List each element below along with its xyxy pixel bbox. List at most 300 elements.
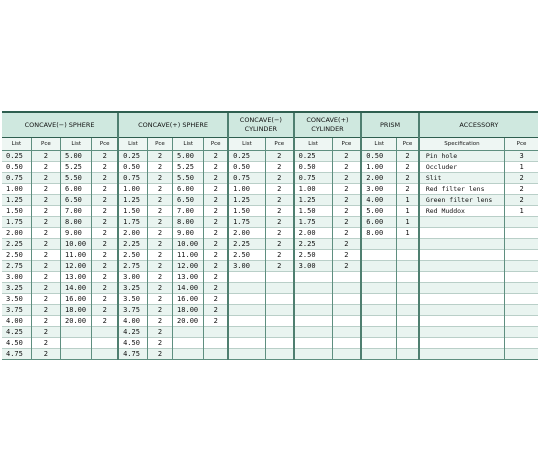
cell-pce: 2 bbox=[265, 151, 293, 162]
cell-pce: 2 bbox=[204, 217, 228, 228]
cell-pce: 2 bbox=[147, 228, 172, 239]
cell-list bbox=[294, 338, 332, 349]
cell-spec bbox=[419, 272, 505, 283]
cell-pce bbox=[397, 305, 419, 316]
cell-list: 3.25 bbox=[2, 283, 31, 294]
group-header-concave-minus-sphere: CONCAVE(−) SPHERE bbox=[2, 112, 118, 138]
cell-pce bbox=[505, 217, 538, 228]
cell-pce bbox=[332, 272, 361, 283]
cell-pce bbox=[332, 349, 361, 360]
cell-list: 4.75 bbox=[2, 349, 31, 360]
cell-spec bbox=[419, 217, 505, 228]
cell-pce bbox=[397, 283, 419, 294]
cell-list: 2.50 bbox=[228, 250, 265, 261]
cell-list: 4.50 bbox=[2, 338, 31, 349]
cell-list: 0.25 bbox=[228, 151, 265, 162]
cell-pce: 2 bbox=[147, 261, 172, 272]
cell-pce: 2 bbox=[31, 228, 60, 239]
cell-list: 18.00 bbox=[173, 305, 204, 316]
cell-list: 1.00 bbox=[2, 184, 31, 195]
cell-pce: 2 bbox=[265, 239, 293, 250]
cell-pce bbox=[265, 283, 293, 294]
cell-list bbox=[228, 338, 265, 349]
cell-pce: 2 bbox=[332, 206, 361, 217]
cell-pce: 2 bbox=[31, 184, 60, 195]
cell-list: 1.75 bbox=[2, 217, 31, 228]
cell-pce: 2 bbox=[147, 250, 172, 261]
cell-list bbox=[228, 316, 265, 327]
cell-pce: 2 bbox=[92, 316, 118, 327]
cell-pce: 1 bbox=[397, 206, 419, 217]
cell-pce: 2 bbox=[265, 184, 293, 195]
cell-spec bbox=[419, 349, 505, 360]
cell-spec: Green filter lens bbox=[419, 195, 505, 206]
cell-pce: 2 bbox=[204, 195, 228, 206]
cell-list: 5.25 bbox=[61, 162, 92, 173]
cell-pce bbox=[505, 305, 538, 316]
cell-list: 2.00 bbox=[2, 228, 31, 239]
cell-list: 1.25 bbox=[2, 195, 31, 206]
cell-pce: 2 bbox=[147, 184, 172, 195]
table-row bbox=[2, 327, 538, 338]
cell-list bbox=[228, 283, 265, 294]
cell-list: 3.00 bbox=[118, 272, 147, 283]
cell-list: 3.75 bbox=[2, 305, 31, 316]
cell-list: 2.00 bbox=[294, 228, 332, 239]
cell-pce: 2 bbox=[204, 250, 228, 261]
cell-pce: 2 bbox=[147, 272, 172, 283]
cell-list: 2.75 bbox=[118, 261, 147, 272]
group-header-accessory: ACCESSORY bbox=[419, 112, 538, 138]
cell-pce: 2 bbox=[204, 294, 228, 305]
cell-list: 20.00 bbox=[173, 316, 204, 327]
column-header-pce: Pce bbox=[505, 138, 538, 151]
cell-list: 7.00 bbox=[61, 206, 92, 217]
cell-pce bbox=[92, 327, 118, 338]
cell-list bbox=[228, 327, 265, 338]
cell-list bbox=[361, 283, 396, 294]
cell-list: 0.50 bbox=[228, 162, 265, 173]
cell-list: 16.00 bbox=[61, 294, 92, 305]
cell-pce: 2 bbox=[92, 184, 118, 195]
cell-list bbox=[294, 316, 332, 327]
cell-pce: 2 bbox=[147, 195, 172, 206]
cell-pce bbox=[505, 294, 538, 305]
table-row bbox=[2, 217, 538, 228]
table-row bbox=[2, 294, 538, 305]
cell-pce: 2 bbox=[265, 250, 293, 261]
cell-pce: 2 bbox=[92, 250, 118, 261]
cell-spec bbox=[419, 261, 505, 272]
cell-pce: 2 bbox=[31, 283, 60, 294]
cell-pce: 2 bbox=[204, 305, 228, 316]
cell-pce bbox=[505, 228, 538, 239]
cell-pce: 2 bbox=[31, 250, 60, 261]
cell-pce bbox=[505, 349, 538, 360]
cell-list: 1.25 bbox=[294, 195, 332, 206]
table-row bbox=[2, 272, 538, 283]
cell-list: 1.50 bbox=[294, 206, 332, 217]
cell-pce: 2 bbox=[31, 272, 60, 283]
cell-pce: 2 bbox=[332, 217, 361, 228]
cell-list: 6.00 bbox=[61, 184, 92, 195]
cell-pce: 2 bbox=[332, 250, 361, 261]
cell-pce: 2 bbox=[265, 217, 293, 228]
cell-pce bbox=[505, 283, 538, 294]
cell-list: 10.00 bbox=[173, 239, 204, 250]
cell-pce: 2 bbox=[92, 206, 118, 217]
cell-pce: 1 bbox=[397, 195, 419, 206]
cell-list: 3.00 bbox=[2, 272, 31, 283]
cell-pce bbox=[265, 294, 293, 305]
cell-pce: 3 bbox=[505, 151, 538, 162]
cell-spec bbox=[419, 338, 505, 349]
cell-list: 5.50 bbox=[173, 173, 204, 184]
cell-list bbox=[361, 327, 396, 338]
cell-pce: 2 bbox=[332, 162, 361, 173]
table-row bbox=[2, 316, 538, 327]
cell-spec bbox=[419, 316, 505, 327]
cell-list bbox=[361, 349, 396, 360]
cell-pce bbox=[397, 327, 419, 338]
cell-list: 0.50 bbox=[2, 162, 31, 173]
cell-pce: 2 bbox=[505, 195, 538, 206]
cell-list: 2.75 bbox=[2, 261, 31, 272]
lens-set-spec-table bbox=[2, 111, 538, 360]
cell-list bbox=[361, 338, 396, 349]
table-row bbox=[2, 184, 538, 195]
table-header bbox=[2, 112, 538, 151]
column-header-pce: Pce bbox=[265, 138, 293, 151]
cell-spec bbox=[419, 327, 505, 338]
cell-pce: 2 bbox=[265, 206, 293, 217]
cell-pce: 2 bbox=[147, 283, 172, 294]
group-header-concave-plus-sphere: CONCAVE(+) SPHERE bbox=[118, 112, 228, 138]
cell-list: 2.00 bbox=[118, 228, 147, 239]
cell-list: 1.00 bbox=[118, 184, 147, 195]
cell-pce bbox=[332, 294, 361, 305]
column-header-pce: Pce bbox=[204, 138, 228, 151]
column-header-list: List bbox=[294, 138, 332, 151]
cell-list bbox=[61, 327, 92, 338]
cell-list bbox=[361, 305, 396, 316]
column-header-pce: Pce bbox=[147, 138, 172, 151]
cell-list: 12.00 bbox=[173, 261, 204, 272]
cell-list: 12.00 bbox=[61, 261, 92, 272]
cell-list: 1.00 bbox=[361, 162, 396, 173]
cell-pce: 2 bbox=[31, 151, 60, 162]
cell-pce: 2 bbox=[332, 173, 361, 184]
cell-pce bbox=[505, 338, 538, 349]
cell-pce bbox=[397, 261, 419, 272]
cell-spec bbox=[419, 283, 505, 294]
cell-pce bbox=[204, 349, 228, 360]
table-row bbox=[2, 228, 538, 239]
group-header-concave-minus-cylinder: CONCAVE(−) CYLINDER bbox=[228, 112, 294, 138]
cell-list bbox=[61, 349, 92, 360]
table-row bbox=[2, 250, 538, 261]
cell-pce: 2 bbox=[92, 239, 118, 250]
cell-pce: 2 bbox=[332, 239, 361, 250]
cell-list bbox=[294, 283, 332, 294]
cell-spec bbox=[419, 305, 505, 316]
cell-pce bbox=[505, 327, 538, 338]
cell-list: 4.75 bbox=[118, 349, 147, 360]
cell-pce: 2 bbox=[31, 338, 60, 349]
cell-list: 2.25 bbox=[228, 239, 265, 250]
cell-pce: 2 bbox=[92, 217, 118, 228]
cell-pce bbox=[332, 338, 361, 349]
cell-list: 1.75 bbox=[294, 217, 332, 228]
cell-pce bbox=[204, 338, 228, 349]
cell-pce: 2 bbox=[332, 151, 361, 162]
cell-pce: 2 bbox=[505, 184, 538, 195]
cell-spec: Occluder bbox=[419, 162, 505, 173]
cell-list bbox=[294, 349, 332, 360]
cell-list: 0.75 bbox=[2, 173, 31, 184]
cell-pce: 2 bbox=[92, 162, 118, 173]
column-header-list: List bbox=[173, 138, 204, 151]
cell-list bbox=[173, 349, 204, 360]
cell-list: 5.00 bbox=[361, 206, 396, 217]
cell-pce: 2 bbox=[92, 173, 118, 184]
cell-pce bbox=[505, 239, 538, 250]
table-row bbox=[2, 195, 538, 206]
cell-list: 8.00 bbox=[61, 217, 92, 228]
cell-pce bbox=[397, 272, 419, 283]
column-header-pce: Pce bbox=[92, 138, 118, 151]
cell-spec bbox=[419, 239, 505, 250]
cell-list: 9.00 bbox=[61, 228, 92, 239]
cell-list: 10.00 bbox=[61, 239, 92, 250]
cell-pce: 2 bbox=[147, 151, 172, 162]
cell-pce: 1 bbox=[505, 162, 538, 173]
cell-pce: 2 bbox=[31, 261, 60, 272]
cell-pce bbox=[397, 338, 419, 349]
cell-pce: 2 bbox=[31, 206, 60, 217]
cell-list: 6.50 bbox=[61, 195, 92, 206]
cell-pce: 2 bbox=[147, 327, 172, 338]
cell-list: 5.00 bbox=[61, 151, 92, 162]
column-header-list: List bbox=[361, 138, 396, 151]
cell-list: 2.00 bbox=[361, 173, 396, 184]
cell-pce bbox=[92, 349, 118, 360]
cell-pce: 2 bbox=[147, 349, 172, 360]
cell-list bbox=[361, 294, 396, 305]
cell-pce: 2 bbox=[332, 184, 361, 195]
cell-pce bbox=[397, 316, 419, 327]
cell-pce: 2 bbox=[397, 162, 419, 173]
cell-pce: 1 bbox=[505, 206, 538, 217]
table-row bbox=[2, 305, 538, 316]
cell-pce: 2 bbox=[265, 162, 293, 173]
cell-pce: 2 bbox=[147, 173, 172, 184]
cell-list bbox=[294, 327, 332, 338]
cell-pce: 2 bbox=[92, 283, 118, 294]
cell-list: 0.25 bbox=[2, 151, 31, 162]
cell-pce bbox=[265, 305, 293, 316]
cell-spec bbox=[419, 250, 505, 261]
cell-list: 4.00 bbox=[118, 316, 147, 327]
cell-list: 4.25 bbox=[2, 327, 31, 338]
cell-list: 14.00 bbox=[61, 283, 92, 294]
cell-pce: 2 bbox=[204, 239, 228, 250]
cell-pce: 2 bbox=[147, 217, 172, 228]
table-body bbox=[2, 151, 538, 360]
cell-pce bbox=[397, 349, 419, 360]
table-row bbox=[2, 162, 538, 173]
cell-pce bbox=[265, 349, 293, 360]
cell-list: 0.50 bbox=[361, 151, 396, 162]
cell-pce: 2 bbox=[204, 316, 228, 327]
cell-pce: 2 bbox=[265, 261, 293, 272]
cell-pce: 2 bbox=[31, 195, 60, 206]
cell-list: 13.00 bbox=[173, 272, 204, 283]
cell-list: 8.00 bbox=[361, 228, 396, 239]
cell-pce: 2 bbox=[147, 162, 172, 173]
cell-spec bbox=[419, 228, 505, 239]
cell-pce bbox=[397, 250, 419, 261]
table-row bbox=[2, 173, 538, 184]
cell-pce: 2 bbox=[505, 173, 538, 184]
cell-pce: 2 bbox=[92, 151, 118, 162]
cell-pce: 2 bbox=[265, 195, 293, 206]
cell-pce: 2 bbox=[397, 151, 419, 162]
cell-list bbox=[228, 294, 265, 305]
cell-pce: 2 bbox=[31, 239, 60, 250]
cell-list: 2.50 bbox=[2, 250, 31, 261]
cell-list bbox=[228, 272, 265, 283]
cell-list: 7.00 bbox=[173, 206, 204, 217]
cell-spec: Slit bbox=[419, 173, 505, 184]
cell-pce: 2 bbox=[31, 173, 60, 184]
cell-list: 0.75 bbox=[294, 173, 332, 184]
cell-list: 6.50 bbox=[173, 195, 204, 206]
cell-pce: 2 bbox=[147, 239, 172, 250]
cell-list: 1.75 bbox=[228, 217, 265, 228]
cell-list: 1.25 bbox=[118, 195, 147, 206]
cell-list: 3.75 bbox=[118, 305, 147, 316]
cell-spec: Red filter lens bbox=[419, 184, 505, 195]
cell-list: 1.25 bbox=[228, 195, 265, 206]
cell-list: 16.00 bbox=[173, 294, 204, 305]
cell-list: 8.00 bbox=[173, 217, 204, 228]
cell-list: 6.00 bbox=[361, 217, 396, 228]
cell-list bbox=[173, 338, 204, 349]
cell-pce bbox=[505, 261, 538, 272]
cell-list: 5.00 bbox=[173, 151, 204, 162]
cell-pce bbox=[265, 327, 293, 338]
cell-pce: 2 bbox=[31, 305, 60, 316]
cell-pce: 2 bbox=[204, 162, 228, 173]
cell-pce: 2 bbox=[204, 228, 228, 239]
table-row bbox=[2, 151, 538, 162]
table-row bbox=[2, 338, 538, 349]
table-row bbox=[2, 261, 538, 272]
cell-list: 0.50 bbox=[118, 162, 147, 173]
column-header-pce: Pce bbox=[332, 138, 361, 151]
cell-spec: Pin hole bbox=[419, 151, 505, 162]
cell-list bbox=[173, 327, 204, 338]
cell-pce: 2 bbox=[31, 349, 60, 360]
cell-list: 1.75 bbox=[118, 217, 147, 228]
cell-list: 3.00 bbox=[361, 184, 396, 195]
cell-list: 0.25 bbox=[294, 151, 332, 162]
cell-list: 5.25 bbox=[173, 162, 204, 173]
cell-pce bbox=[265, 316, 293, 327]
cell-list: 2.25 bbox=[294, 239, 332, 250]
cell-pce: 2 bbox=[92, 261, 118, 272]
column-header-list: List bbox=[118, 138, 147, 151]
cell-list: 11.00 bbox=[61, 250, 92, 261]
cell-pce: 2 bbox=[204, 151, 228, 162]
cell-pce: 2 bbox=[265, 173, 293, 184]
cell-list: 14.00 bbox=[173, 283, 204, 294]
cell-list: 0.75 bbox=[118, 173, 147, 184]
cell-list: 3.00 bbox=[228, 261, 265, 272]
cell-pce: 2 bbox=[92, 294, 118, 305]
cell-pce: 2 bbox=[92, 195, 118, 206]
cell-list bbox=[61, 338, 92, 349]
cell-list: 4.00 bbox=[2, 316, 31, 327]
lens-set-spec-table-container bbox=[2, 111, 538, 358]
cell-pce bbox=[92, 338, 118, 349]
cell-list: 11.00 bbox=[173, 250, 204, 261]
cell-pce: 2 bbox=[204, 206, 228, 217]
table-row bbox=[2, 349, 538, 360]
cell-list bbox=[361, 239, 396, 250]
cell-pce: 2 bbox=[31, 162, 60, 173]
cell-list: 18.00 bbox=[61, 305, 92, 316]
cell-pce bbox=[332, 316, 361, 327]
cell-pce: 2 bbox=[31, 294, 60, 305]
cell-list: 20.00 bbox=[61, 316, 92, 327]
column-header-list: List bbox=[2, 138, 31, 151]
cell-pce: 2 bbox=[204, 272, 228, 283]
cell-pce: 2 bbox=[332, 195, 361, 206]
cell-pce bbox=[505, 272, 538, 283]
cell-pce: 2 bbox=[204, 261, 228, 272]
cell-list: 6.00 bbox=[173, 184, 204, 195]
cell-list: 0.50 bbox=[294, 162, 332, 173]
cell-pce: 2 bbox=[204, 184, 228, 195]
cell-list bbox=[228, 305, 265, 316]
column-header-list: List bbox=[228, 138, 265, 151]
cell-pce: 2 bbox=[31, 327, 60, 338]
cell-pce: 2 bbox=[204, 283, 228, 294]
column-header-pce: Pce bbox=[31, 138, 60, 151]
cell-pce: 2 bbox=[31, 217, 60, 228]
cell-list: 3.50 bbox=[118, 294, 147, 305]
cell-list bbox=[361, 316, 396, 327]
cell-pce: 2 bbox=[92, 228, 118, 239]
cell-list: 2.25 bbox=[118, 239, 147, 250]
table-row bbox=[2, 206, 538, 217]
cell-list: 4.00 bbox=[361, 195, 396, 206]
cell-pce bbox=[397, 239, 419, 250]
cell-list: 1.50 bbox=[2, 206, 31, 217]
cell-pce: 2 bbox=[31, 316, 60, 327]
cell-pce: 2 bbox=[332, 261, 361, 272]
cell-list: 13.00 bbox=[61, 272, 92, 283]
cell-list: 3.50 bbox=[2, 294, 31, 305]
cell-pce bbox=[265, 272, 293, 283]
cell-list: 1.00 bbox=[228, 184, 265, 195]
cell-list bbox=[294, 305, 332, 316]
cell-pce bbox=[332, 305, 361, 316]
cell-list: 4.25 bbox=[118, 327, 147, 338]
cell-pce bbox=[265, 338, 293, 349]
